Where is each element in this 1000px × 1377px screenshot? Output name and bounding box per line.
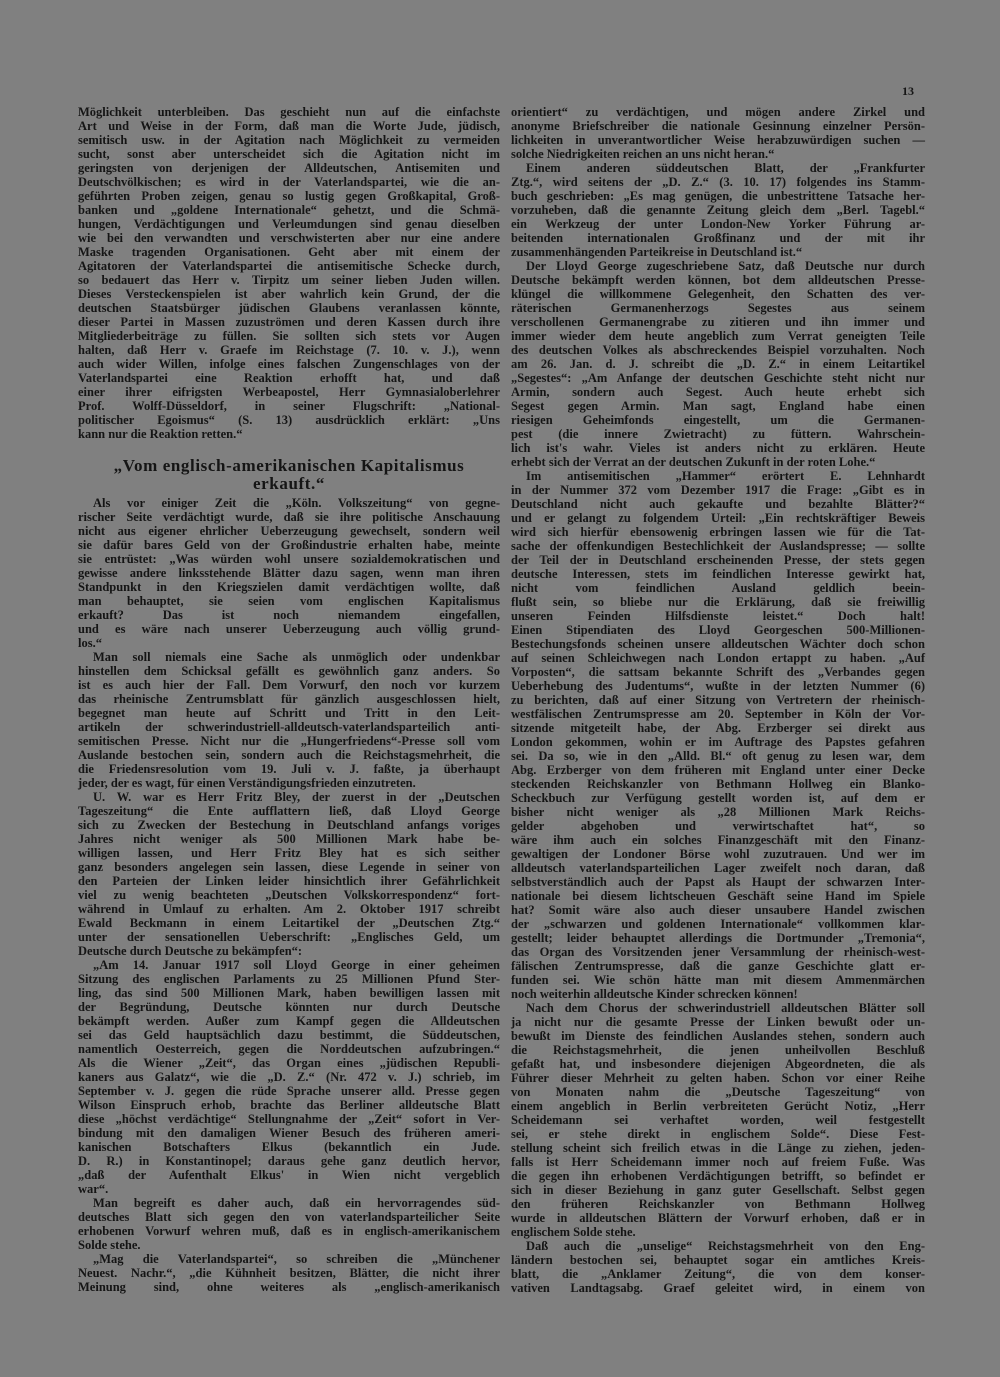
text-line: London gekommen, wohin er im Auftrage des Papstes gefahren (511, 735, 925, 749)
text-line: ein Werkzeug der unter London-New Yorker Führung ar- (511, 217, 925, 231)
text-line: kaners aus Galatz“, wie die „D. Z.“ (Nr. 472 v. J.) schrieb, im (78, 1070, 500, 1084)
text-line: Führer dieser Mehrheit zu gelten haben. Schon vor einer Reihe (511, 1071, 925, 1085)
text-line: gewisse andere linksstehende Blätter dazu sagen, wenn man ihren (78, 566, 500, 580)
text-line: die Reichstagsmehrheit, die jenen unheilvollen Beschluß (511, 1043, 925, 1057)
text-line: Man soll niemals eine Sache als unmöglich oder undenkbar (93, 650, 500, 664)
paragraph (78, 650, 500, 790)
heading-line: erkauft.“ (253, 474, 325, 493)
text-line: bekämpft werden. Außer zum Kampf gegen die Alldeutschen (78, 1014, 500, 1028)
text-line: Sitzung des englischen Parlaments zu 25 Millionen Pfund Ster- (78, 972, 500, 986)
heading-line: „Vom englisch-amerikanischen Kapitalismus (113, 456, 465, 475)
text-line: kann nur die Reaktion retten.“ (78, 427, 243, 441)
text-line: unseren Feinden Hilfsdienste leistet.“ Doch halt! (511, 609, 925, 623)
text-line: einer ihrer eifrigsten Werbeapostel, Herr Gymnasialoberlehrer (78, 385, 500, 399)
text-line: gestellt; leider behauptet allerdings die Dortmunder „Tremonia“, (511, 931, 925, 945)
text-line: banken und „goldene Internationale“ gehetzt, und die Schmä- (78, 203, 500, 217)
text-line: D. R.) in Konstantinopel; daraus gehe ganz deutlich hervor, (78, 1154, 500, 1168)
paragraph (78, 958, 500, 1196)
text-line: selbstverständlich auch der Papst als Haupt der schwarzen Inter- (511, 875, 925, 889)
text-line: nicht aus eigener ehrlicher Ueberzeugung gewechselt, sondern weil (78, 524, 500, 538)
text-line: Art und Weise in der Form, daß man die Worte Jude, jüdisch, (78, 119, 500, 133)
text-line: hat? Somit wäre also auch dieser unsaubere Handel zwischen (511, 903, 925, 917)
text-line: anonyme Briefschreiber die nationale Gesinnung einzelner Persön- (511, 119, 925, 133)
text-line: hungen, Verdächtigungen und Verleumdungen sind genau dieselben (78, 217, 500, 231)
text-line: Mitgliederbeiträge zu füllen. Sie sollten sich stets vor Augen (78, 329, 500, 343)
text-line: dieser Partei in Massen zuzuströmen und deren Kassen durch ihre (78, 315, 500, 329)
text-line: ist es auch hier der Fall. Dem Vorwurf, den noch vor kurzem (78, 678, 500, 692)
text-line: orientiert“ zu verdächtigen, und mögen andere Zirkel und (511, 105, 925, 119)
text-line: wird sich hierfür ebensowenig erbringen lassen wie für die Tat- (511, 525, 925, 539)
text-line: beitenden internationalen Großfinanz und der mit ihr (511, 231, 925, 245)
text-line: der „schwarzen und goldenen Internationale“ vollkommen klar- (511, 917, 925, 931)
text-line: „Am 14. Januar 1917 soll Lloyd George in einer geheimen (93, 958, 500, 972)
text-line: verschollenen Germanengrabe zu zitieren und ihn immer und (511, 315, 925, 329)
text-line: Man begreift es daher auch, daß ein hervorragendes süd- (93, 1196, 500, 1210)
paragraph (511, 105, 925, 161)
text-line: Standpunkt in den Kriegszielen damit verdächtigen wollte, daß (78, 580, 500, 594)
text-line: noch weiterhin alldeutsche Kinder schrecken können! (511, 987, 798, 1001)
text-line: Ueberhebung des Judentums“, wußte in der letzten Nummer (6) (511, 679, 925, 693)
text-line: sei das Geld hauptsächlich dazu bestimmt, die Süddeutschen, (78, 1028, 500, 1042)
text-line: Dieses Versteckenspielen ist aber wahrlich kein Grund, der die (78, 287, 500, 301)
text-line: Vorposten“, die sattsam bekannte Schrift des „Verbandes gegen (511, 665, 925, 679)
text-line: namentlich Oesterreich, gegen die Norddeutschen aufzubringen.“ (78, 1042, 500, 1056)
text-line: ländern bestochen sei, behauptet sogar ein amtliches Kreis- (511, 1253, 925, 1267)
text-line: flußt sein, so bliebe nur die Erklärung, daß sie freiwillig (511, 595, 925, 609)
paragraph (511, 469, 925, 1001)
text-line: Einem anderen süddeutschen Blatt, der „Frankfurter (526, 161, 925, 175)
paragraph (78, 496, 500, 650)
text-line: Im antisemitischen „Hammer“ erörtert E. Lehnhardt (526, 469, 925, 483)
text-line: so bedauert das Herr v. Tirpitz um seiner lieben Juden willen. (78, 273, 500, 287)
text-line: bisher nicht weniger als „28 Millionen Mark Reichs- (511, 805, 925, 819)
text-line: und es wäre nach unserer Ueberzeugung auch völlig grund- (78, 622, 500, 636)
text-line: erkauft? Das ist noch niemandem eingefallen, (78, 608, 500, 622)
text-line: jeder, der es wagt, für einen Verständigungsfrieden einzutreten. (78, 776, 416, 790)
text-line: halten, daß Herr v. Graefe im Reichstage (7. 10. v. J.), wenn (78, 343, 500, 357)
text-line: Solde stehe. (78, 1238, 141, 1252)
text-line: ja nicht nur die gesamte Presse der Linken bewußt oder un- (511, 1015, 925, 1029)
text-line: lich ist's wahr. Vieles ist anders nicht zu erklären. Heute (511, 441, 925, 455)
text-line: sich in dieser Beziehung in ganz guter Gesellschaft. Selbst gegen (511, 1183, 925, 1197)
paragraph (78, 790, 500, 958)
text-line: das Organ des Vorsitzenden jener Versammlung der rheinisch-west- (511, 945, 925, 959)
text-line: geringsten von derjenigen der Alldeutschen, Antisemiten und (78, 161, 500, 175)
text-line: Agitatoren der Vaterlandspartei die antisemitische Schecke durch, (78, 259, 500, 273)
left-column (78, 105, 500, 1294)
section-heading (78, 457, 500, 493)
text-line: Auslande bestochen sein, sondern auch die Reichstagsmehrheit, die (78, 748, 500, 762)
text-line: von Monaten nahm die „Deutsche Tageszeitung“ von (511, 1085, 925, 1099)
text-line: den früheren Reichskanzler von Bethmann Hollweg (511, 1197, 925, 1211)
text-line: hinstellen dem Schicksal gefällt es gewöhnlich ganz anders. So (78, 664, 500, 678)
text-line: Als die Wiener „Zeit“, das Organ eines „jüdischen Republi- (78, 1056, 500, 1070)
text-line: die gegen ihn erhobenen Verdächtigungen betrifft, so befindet er (511, 1169, 925, 1183)
text-line: der Begründung, Deutsche könnten nur durch Deutsche (78, 1000, 500, 1014)
paragraph (511, 259, 925, 469)
text-line: vativen Landtagsabg. Graef geleitet wird, in einem von (511, 1281, 925, 1295)
text-line: Deutschvölkischen; es wird in der Vaterlandspartei, wie die an- (78, 175, 500, 189)
text-line: „daß der Aufenthalt Elkus' in Wien nicht vergeblich (78, 1168, 500, 1182)
text-line: Möglichkeit unterbleiben. Das geschieht nun auf die einfachste (78, 105, 500, 119)
text-line: begegnet man heute auf Schritt und Tritt in den Leit- (78, 706, 500, 720)
paragraph (78, 1252, 500, 1294)
text-line: sich zu Zwecken der Bestechung in Deutschland anfangs voriges (78, 818, 500, 832)
text-line: immer wieder dem heute angeblich zum Verrat geneigten Teile (511, 329, 925, 343)
text-line: diese „höchst verdächtige“ Stellungnahme der „Zeit“ sofort in Ver- (78, 1112, 500, 1126)
text-line: wäre ihm auch ein solches Finanzgeschäft mit den Finanz- (511, 833, 925, 847)
text-line: Abg. Erzberger von dem früheren mit England unter einer Decke (511, 763, 925, 777)
text-line: politischer Egoismus“ (S. 13) ausdrücklich erklärt: „Uns (78, 413, 500, 427)
text-line: die Friedensresolution vom 19. Juli v. J. faßte, ja überhaupt (78, 762, 500, 776)
text-line: am 26. Jan. d. J. schreibt die „D. Z.“ in einem Leitartikel (511, 357, 925, 371)
text-line: gelder abgehoben und verwirtschaftet hat“, so (511, 819, 925, 833)
text-line: man behauptet, sie seien vom englischen Kapitalismus (78, 594, 500, 608)
text-line: Wilson Einspruch erhob, brachte das Berliner alldeutsche Blatt (78, 1098, 500, 1112)
text-line: falls ist Herr Scheidemann immer noch auf freiem Fuße. Was (511, 1155, 925, 1169)
text-line: U. W. war es Herr Fritz Bley, der zuerst in der „Deutschen (93, 790, 500, 804)
text-line: deutsches Blatt sich gegen den von vaterlandsparteilicher Seite (78, 1210, 500, 1224)
text-line: auf seinen Schleichwegen nach London ertappt zu haben. „Auf (511, 651, 925, 665)
text-line: nationale bei diesem lichtscheuen Geschäft seine Hand im Spiele (511, 889, 925, 903)
text-line: räterischen Germanenherzogs Segestes aus seinem (511, 301, 925, 315)
text-line: sache der offenkundigen Bestechlichkeit der Auslandspresse; — sollte (511, 539, 925, 553)
text-line: einem angeblich in Berlin verbreiteten Gerücht Notiz, „Herr (511, 1099, 925, 1113)
text-line: gewaltigen der Londoner Börse wohl zuzutrauen. Und wer im (511, 847, 925, 861)
text-line: Scheckbuch zur Verfügung gestellt worden ist, auf dem er (511, 791, 925, 805)
text-line: deutsche Interessen, stets im feindlichen Interesse gewirkt hat, (511, 567, 925, 581)
text-line: willigen lassen, und Herr Fritz Bley hat es sich seither (78, 846, 500, 860)
text-line: alldeutsch vaterlandsparteilichen Lager zweifelt noch daran, daß (511, 861, 925, 875)
text-line: des deutschen Volkes als abschreckendes Beispiel vorzuhalten. Noch (511, 343, 925, 357)
text-line: solche Niedrigkeiten reichen an uns nicht heran.“ (511, 147, 775, 161)
text-line: sei. Da so, wie in den „Alld. Bl.“ oft genug zu lesen war, dem (511, 749, 925, 763)
text-line: los.“ (78, 636, 102, 650)
text-line: zu berichten, daß auf einer Sitzung von Vertretern der rheinisch- (511, 693, 925, 707)
text-line: geführten Proben zeigen, genau so lustig gegen Großkapital, Groß- (78, 189, 500, 203)
text-line: riesigen Geheimfonds eingestellt, um die Germanen- (511, 413, 925, 427)
text-line: klüngel die willkommene Gelegenheit, den Schatten des ver- (511, 287, 925, 301)
paragraph (511, 161, 925, 259)
text-line: ling, das sind 500 Millionen Mark, haben bewilligen lassen mit (78, 986, 500, 1000)
text-line: während in Umlauf zu erhalten. Am 2. Oktober 1917 schreibt (78, 902, 500, 916)
text-line: Scheidemann sei verhaftet worden, weil festgestellt (511, 1113, 925, 1127)
text-line: bewußt im Dienste des feindlichen Auslandes stehen, sondern auch (511, 1029, 925, 1043)
text-line: Armin, sondern auch Segest. Auch heute erhebt sich (511, 385, 925, 399)
text-line: Nach dem Chorus der schwerindustriell alldeutschen Blätter soll (526, 1001, 925, 1015)
text-line: sitzende mitgeteilt habe, der Abg. Erzberger sei direkt aus (511, 721, 925, 735)
text-line: rischer Seite verdächtigt wurde, daß sie ihre politische Anschauung (78, 510, 500, 524)
text-line: Jahres nicht weniger als 500 Millionen Mark habe be- (78, 832, 500, 846)
text-line: semitischen Presse. Nicht nur die „Hungerfriedens“-Presse soll vom (78, 734, 500, 748)
text-line: erhebt sich der Verrat an der deutschen Zukunft in der roten Lohe.“ (511, 455, 876, 469)
text-line: September v. J. gegen die rüde Sprache unserer alld. Presse gegen (78, 1084, 500, 1098)
paragraph (511, 1239, 925, 1295)
text-line: sucht, sonst aber unterscheidet sich die Agitation nicht im (78, 147, 500, 161)
text-line: zusammenhängenden Parteikreise in Deutschland ist.“ (511, 245, 803, 259)
text-line: in der Nummer 372 vom Dezember 1917 die Frage: „Gibt es in (511, 483, 925, 497)
text-line: Der Lloyd George zugeschriebene Satz, daß Deutsche nur durch (526, 259, 925, 273)
text-line: Deutschland nicht auch gekaufte und bezahlte Blätter?“ (511, 497, 925, 511)
text-line: artikeln der schwerindustriell-alldeutsch-vaterlandsparteilich anti- (78, 720, 500, 734)
right-column (511, 105, 925, 1295)
text-line: erhobenen Vorwurf wehren muß, daß es in englisch-amerikanischem (78, 1224, 500, 1238)
text-line: buch geschrieben: „Es mag genügen, die unbestrittene Tatsache her- (511, 189, 925, 203)
text-line: Deutsche bekämpft werden können, bot dem alldeutschen Presse- (511, 273, 925, 287)
text-line: sie dafür bares Geld von der Großindustrie erhalten habe, meinte (78, 538, 500, 552)
text-line: westfälischen Zentrumspresse am 20. September in Köln der Vor- (511, 707, 925, 721)
text-line: stellung scheint sich freilich etwas in die Länge zu ziehen, jeden- (511, 1141, 925, 1155)
text-line: lichkeiten in unverantwortlicher Weise herabzuwürdigen suchen — (511, 133, 925, 147)
text-line: war“. (78, 1182, 109, 1196)
text-line: kanischen Botschafters Elkus (bekanntlich ein Jude. (78, 1140, 500, 1154)
text-line: Meinung sind, ohne weiteres als „englisch-amerikanisch (78, 1280, 500, 1294)
text-line: den Parteien der Linken leider hinsichtlich ihrer Gefährlichkeit (78, 874, 500, 888)
text-line: sie entrüstet: „Was würden wohl unsere sozialdemokratischen und (78, 552, 500, 566)
text-line: nicht vom feindlichen Ausland geldlich beein- (511, 581, 925, 595)
text-line: Maske tragenden Organisationen. Geht aber mit einem der (78, 245, 500, 259)
paragraph (511, 1001, 925, 1239)
text-line: Ztg.“, wird seitens der „D. Z.“ (3. 10. 17) folgendes ins Stamm- (511, 175, 925, 189)
text-line: Als vor einiger Zeit die „Köln. Volkszeitung“ von gegne- (93, 496, 500, 510)
text-line: Ewald Beckmann in einem Leitartikel der „Deutschen Ztg.“ (78, 916, 500, 930)
text-line: Bestechungsfonds scheinen unsere alldeutschen Wächter doch schon (511, 637, 925, 651)
text-line: wie bei den verwandten und verschwisterten aber nur eine andere (78, 231, 500, 245)
text-line: das rheinische Zentrumsblatt für gänzlich ausgeschlossen hielt, (78, 692, 500, 706)
text-line: „Mag die Vaterlandspartei“, so schreiben die „Münchener (93, 1252, 500, 1266)
text-line: viel zu wenig beachteten „Deutschen Volkskorrespondenz“ fort- (78, 888, 500, 902)
text-line: vorzuheben, daß die genannte Zeitung gleich dem „Berl. Tagebl.“ (511, 203, 925, 217)
text-line: fälischen Zentrumspresse, daß die ganze Geschichte glatt er- (511, 959, 925, 973)
text-line: pest (die innere Zwietracht) zu füttern. Wahrschein- (511, 427, 925, 441)
text-line: Segest gegen Armin. Man sagt, England habe einen (511, 399, 925, 413)
text-line: bindung mit den damaligen Wiener Besuch des früheren ameri- (78, 1126, 500, 1140)
paragraph (78, 105, 500, 441)
paragraph (78, 1196, 500, 1252)
text-line: auch wider Willen, infolge eines falschen Zungenschlages von der (78, 357, 500, 371)
text-line: „Segestes“: „Am Anfange der deutschen Geschichte steht nicht nur (511, 371, 925, 385)
text-line: blatt, die „Anklamer Zeitung“, die von dem konser- (511, 1267, 925, 1281)
text-line: unter der sensationellen Ueberschrift: „Englisches Geld, um (78, 930, 500, 944)
page-number: 13 (902, 84, 914, 98)
text-line: deutschen Staatsbürger jüdischen Glaubens veranlassen könnte, (78, 301, 500, 315)
text-line: Deutsche durch Deutsche zu bekämpfen“: (78, 944, 303, 958)
text-line: Tageszeitung“ die Ente aufflattern ließ, daß Lloyd George (78, 804, 500, 818)
text-line: Prof. Wolff-Düsseldorf, in seiner Flugschrift: „National- (78, 399, 500, 413)
text-line: Vaterlandspartei eine Reaktion erhofft hat, und daß (78, 371, 500, 385)
text-line: der Teil der in Deutschland erscheinenden Presse, der stets gegen (511, 553, 925, 567)
text-line: funden sei. Wie schön hätte man mit diesem Ammenmärchen (511, 973, 925, 987)
text-line: sei, er stehe direkt in englischem Solde“. Diese Fest- (511, 1127, 925, 1141)
text-line: semitisch usw. in der Agitation nach Möglichkeit zu vermeiden (78, 133, 500, 147)
text-line: steckenden Reichskanzler von Bethmann Hollweg ein Blanko- (511, 777, 925, 791)
text-line: Daß auch die „unselige“ Reichstagsmehrheit von den Eng- (526, 1239, 925, 1253)
text-line: Einen Stipendiaten des Lloyd Georgeschen 500-Millionen- (511, 623, 925, 637)
text-line: Neuest. Nachr.“, „die Kühnheit besitzen, Blätter, die nicht ihrer (78, 1266, 500, 1280)
text-line: und er gelangt zu folgendem Urteil: „Ein rechtskräftiger Beweis (511, 511, 925, 525)
text-line: gefaßt hat, und insbesondere diejenigen Abgeordneten, die als (511, 1057, 925, 1071)
text-line: ganz besonders angelegen sein lassen, diese Legende in seiner von (78, 860, 500, 874)
text-line: wurde in alldeutschen Blättern der Vorwurf erhoben, daß er in (511, 1211, 925, 1225)
text-line: englischem Solde stehe. (511, 1225, 636, 1239)
